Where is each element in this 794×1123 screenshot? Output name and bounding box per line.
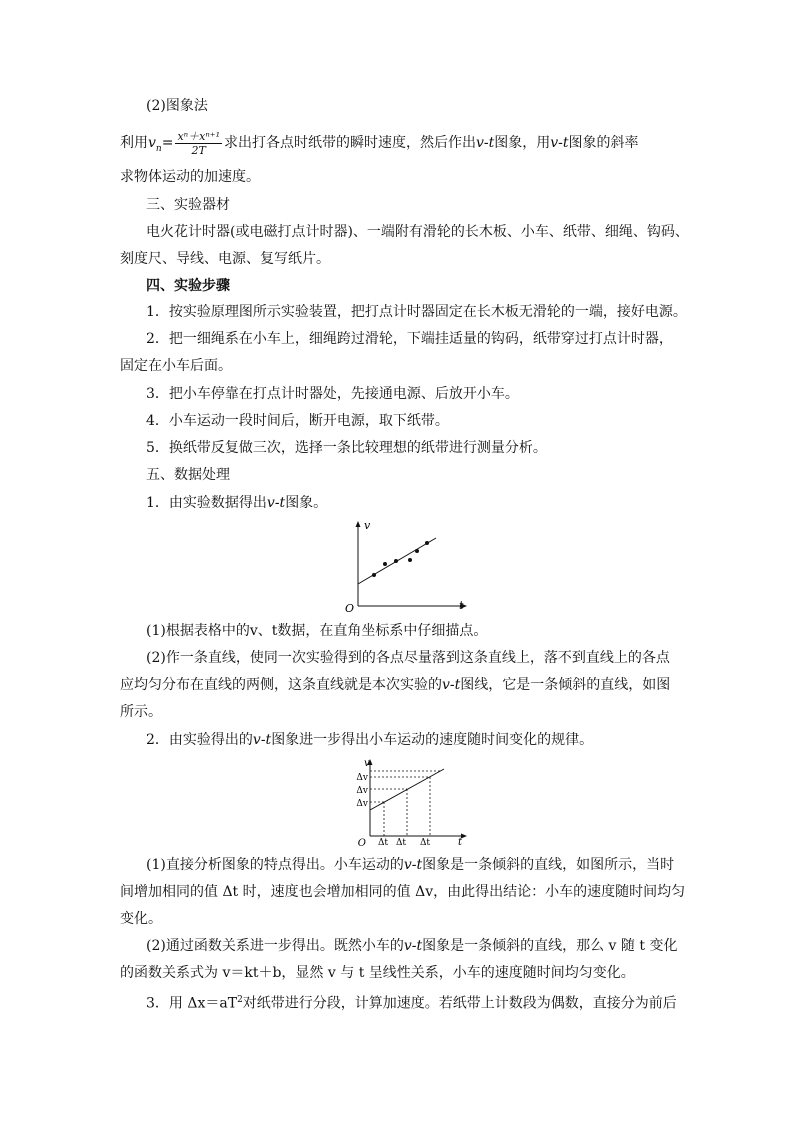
data-item-2-1	[146, 855, 674, 875]
sub-n: n	[155, 143, 162, 154]
equals-sign: =	[161, 135, 174, 151]
data-item-2-1-cont: 间增加相同的值 Δt 时，速度也会增加相同的值 Δv，由此得出结论：小车的速度随时间均匀	[120, 884, 686, 900]
text-span: 1．由实验数据得出	[146, 495, 267, 511]
var-v: v	[148, 135, 156, 151]
data-heading: 五、数据处理	[146, 467, 230, 483]
text-span: (2)通过函数关系进一步得出。既然小车的	[146, 938, 404, 954]
delta-v-label: Δv	[356, 799, 368, 809]
data-item-2-1-end: 变化。	[120, 911, 162, 927]
text-span: 图象是一条倾斜的直线，如图所示，当时	[422, 857, 675, 873]
vt-term: v-t	[442, 677, 461, 693]
step-3: 3．把小车停靠在打点计时器处，先接通电源、后放开小车。	[146, 386, 519, 402]
superscript: 2	[237, 995, 243, 1005]
data-point	[408, 558, 412, 562]
data-point	[383, 562, 387, 566]
data-item-1-1: (1)根据表格中的v、t数据，在直角坐标系中仔细描点。	[146, 623, 488, 639]
text-span: 对纸带进行分段，计算加速度。若纸带上计数段为偶数，直接分为前后	[242, 995, 677, 1012]
text-span: 3．用 Δx＝aT	[146, 995, 238, 1012]
vt-graph-increments	[340, 756, 480, 848]
data-item-3	[146, 990, 677, 1014]
step-5: 5．换纸带反复做三次，选择一条比较理想的纸带进行测量分析。	[146, 440, 547, 456]
x-axis-label: t	[458, 837, 463, 848]
origin-label: O	[357, 838, 366, 848]
text-span: 应均匀分布在直线的两侧，这条直线就是本次实验的	[120, 677, 442, 693]
y-axis-label: v	[364, 758, 370, 769]
data-item-2-2-cont: 的函数关系式为 v＝kt＋b，显然 v 与 t 呈线性关系，小车的速度随时间均匀变化。	[120, 965, 635, 981]
step-2-cont: 固定在小车后面。	[120, 358, 232, 374]
fraction-denominator: 2T	[191, 143, 206, 157]
delta-t-label: Δt	[419, 838, 431, 848]
x-axis-label: t	[459, 599, 464, 612]
step-1: 1．按实验原理图所示实验装置，把打点计时器固定在长木板无滑轮的一端，接好电源。	[146, 304, 687, 320]
data-point	[425, 541, 429, 545]
equipment-heading: 三、实验器材	[146, 197, 230, 213]
data-point	[415, 549, 419, 553]
vt-term: v-t	[403, 857, 423, 873]
delta-v-label: Δv	[356, 786, 368, 796]
step-4: 4．小车运动一段时间后，断开电源，取下纸带。	[146, 413, 449, 429]
data-point	[372, 573, 376, 577]
fraction-numerator: xⁿ＋xⁿ⁺¹	[177, 129, 220, 143]
text-span: 图象进一步得出小车运动的速度随时间变化的规律。	[271, 732, 594, 748]
method2-line1	[120, 128, 639, 164]
data-item-2	[146, 730, 593, 750]
vt-term: v-t	[403, 938, 423, 954]
origin-label: O	[344, 602, 354, 614]
text-span: 图象，用	[494, 135, 551, 151]
delta-t-label: Δt	[395, 838, 407, 848]
data-item-2-2	[146, 936, 677, 956]
y-axis-label: v	[364, 519, 371, 532]
vt-term: v-t	[266, 495, 286, 511]
vt-term: v-t	[550, 135, 569, 151]
method2-line2: 求物体运动的加速度。	[120, 169, 260, 185]
text-span: (1)直接分析图象的特点得出。小车运动的	[146, 857, 404, 873]
text-span: 图象是一条倾斜的直线，那么 v 随 t 变化	[422, 938, 678, 954]
text-span: 图象。	[285, 495, 328, 511]
data-item-1	[146, 493, 327, 513]
text-span: 2．由实验得出的	[146, 732, 253, 748]
vt-term: v-t	[252, 732, 272, 748]
step-2: 2．把一细绳系在小车上，细绳跨过滑轮，下端挂适量的钩码，纸带穿过打点计时器，	[146, 331, 673, 347]
text-span: 利用	[120, 135, 148, 151]
data-point	[394, 559, 398, 563]
delta-t-label: Δt	[377, 838, 389, 848]
data-item-1-2: (2)作一条直线，使同一次实验得到的各点尽量落到这条直线上，落不到直线上的各点	[146, 650, 670, 666]
equipment-line2: 刻度尺、导线、电源、复写纸片。	[120, 251, 330, 267]
delta-v-label: Δv	[356, 773, 368, 783]
velocity-fraction	[175, 130, 222, 157]
vt-graph-scatter	[340, 518, 480, 614]
text-span: 图象的斜率	[568, 135, 639, 151]
equipment-line1: 电火花计时器(或电磁打点计时器)、一端附有滑轮的长木板、小车、纸带、细绳、钩码、	[146, 224, 689, 240]
vt-term: v-t	[476, 135, 495, 151]
text-span: 图线，它是一条倾斜的直线，如图	[460, 677, 671, 693]
data-item-1-2-cont	[120, 675, 670, 695]
steps-heading: 四、实验步骤	[146, 278, 230, 294]
method2-heading: (2)图象法	[146, 98, 208, 114]
y-axis-arrow	[356, 521, 361, 527]
text-span: 求出打各点时纸带的瞬时速度，然后作出	[224, 135, 476, 151]
data-item-1-2-end: 所示。	[120, 704, 162, 720]
